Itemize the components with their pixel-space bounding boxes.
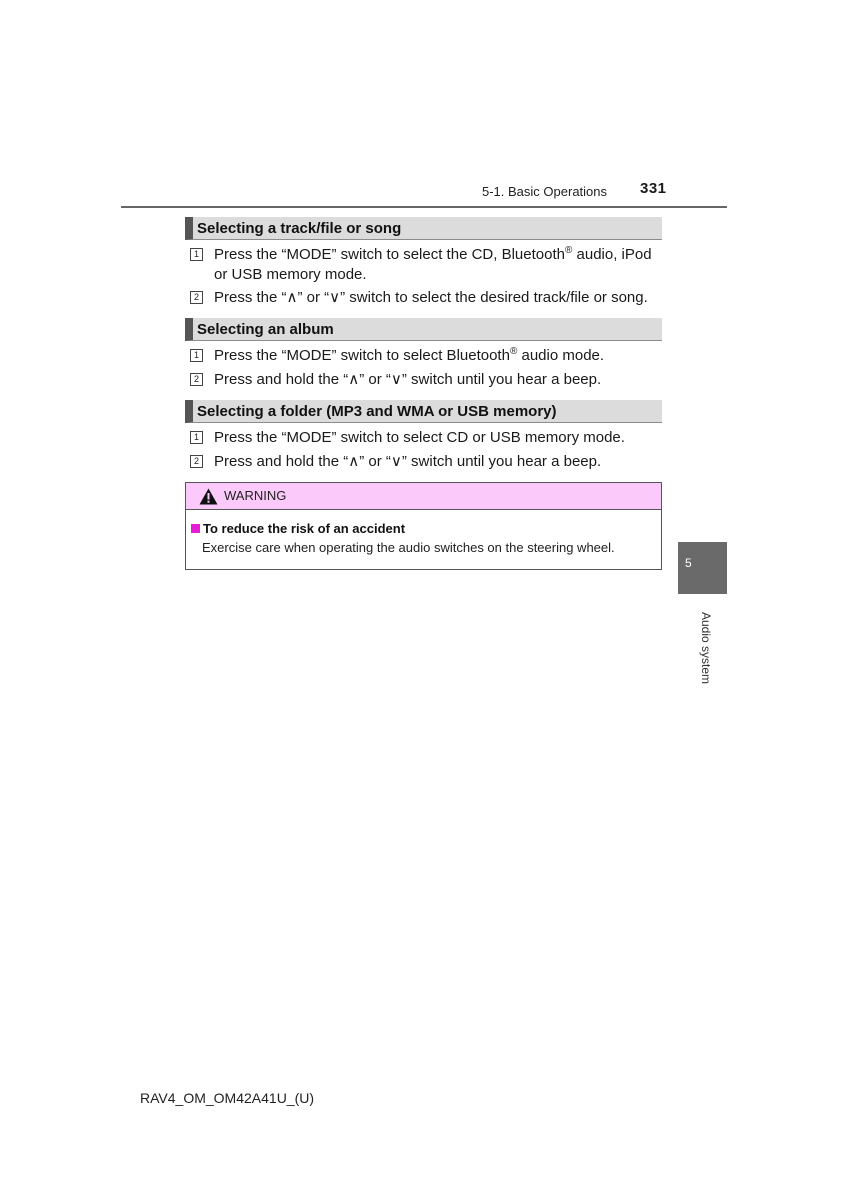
step-number: 2 [190, 291, 203, 304]
step-number: 2 [190, 455, 203, 468]
warning-header [186, 483, 661, 510]
registered-mark: ® [509, 346, 518, 357]
step-item [190, 428, 665, 448]
step-text-part: Press the “MODE” switch to select Bluetooth [214, 347, 510, 364]
step-text: Press and hold the “∧” or “∨” switch until you hear a beep. [214, 371, 602, 388]
warning-label: WARNING [224, 488, 287, 503]
step-text-part: Press the “MODE” switch to select the CD, Bluetooth [214, 246, 565, 263]
step-text [214, 245, 665, 285]
step-number: 2 [190, 373, 203, 386]
chapter-number: 5 [685, 556, 692, 570]
section-heading-text: Selecting a track/file or song [197, 220, 402, 237]
section-heading-track [185, 217, 662, 240]
section-heading-text: Selecting a folder (MP3 and WMA or USB memory) [197, 403, 557, 420]
step-text-part: audio, iPod or USB memory mode. [214, 246, 652, 283]
page-number: 331 [640, 180, 667, 197]
step-text: Press the “∧” or “∨” switch to select the desired track/file or song. [214, 289, 648, 306]
step-text-part: audio mode. [517, 347, 605, 364]
step-item [190, 370, 665, 390]
step-number: 1 [190, 431, 203, 444]
section-heading-folder [185, 400, 662, 423]
warning-title [191, 521, 405, 536]
warning-triangle-icon [199, 488, 218, 510]
step-number: 1 [190, 248, 203, 261]
section-heading-album [185, 318, 662, 341]
registered-mark: ® [564, 245, 573, 256]
chapter-tab [678, 542, 727, 594]
warning-box [185, 482, 662, 570]
step-number: 1 [190, 349, 203, 362]
step-item [190, 288, 665, 308]
header-rule [121, 206, 727, 208]
step-item [190, 346, 665, 366]
step-text [214, 346, 665, 366]
bullet-square-icon [191, 524, 200, 533]
header-section-title: 5-1. Basic Operations [482, 184, 608, 199]
chapter-label: Audio system [699, 611, 713, 685]
step-item [190, 245, 665, 285]
section-heading-text: Selecting an album [197, 321, 334, 338]
step-text: Press and hold the “∧” or “∨” switch until you hear a beep. [214, 453, 602, 470]
warning-title-text: To reduce the risk of an accident [203, 521, 406, 536]
step-text: Press the “MODE” switch to select CD or USB memory mode. [214, 429, 625, 446]
warning-body: Exercise care when operating the audio switches on the steering wheel. [202, 540, 615, 555]
step-item [190, 452, 665, 472]
document-code: RAV4_OM_OM42A41U_(U) [140, 1090, 315, 1106]
